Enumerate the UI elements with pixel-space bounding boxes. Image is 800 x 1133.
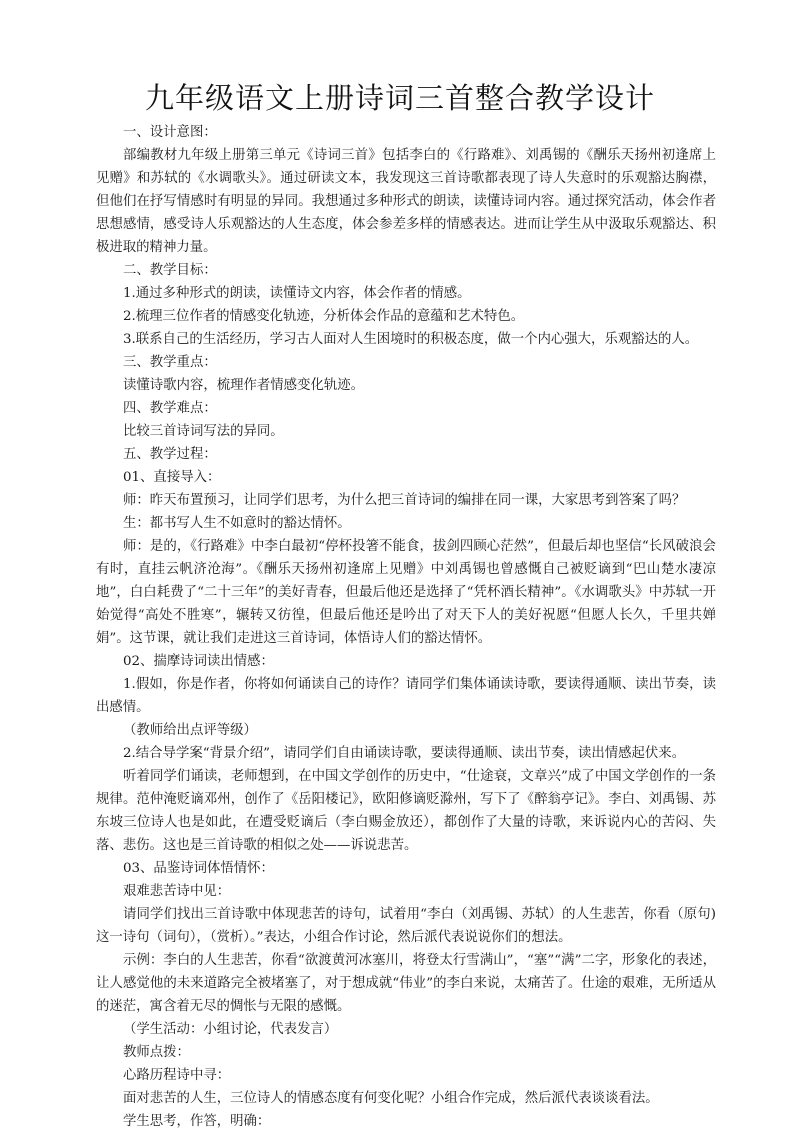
paragraph: 心路历程诗中寻： xyxy=(123,1068,231,1083)
paragraph: 部编教材九年级上册第三单元《诗词三首》包括李白的《行路难》、刘禹锡的《酬乐天扬州初逢席上见赠》和苏轼的《水调歌头》。通过研读文本，我发现这三首诗歌都表现了诗人失意时的乐观豁达胸襟，但他们在抒写情感时有明显的异同。我想通过多种形式的朗读，读懂诗词内容。通过探究活动，体会作者思想感情，感受诗人乐观豁达的人生态度，体会参差多样的情感表达。进而让学生从中汲取乐观豁达、积极进取的精神力量。 xyxy=(96,148,716,255)
paragraph: 生：都书写人生不如意时的豁达情怀。 xyxy=(123,516,351,531)
document-title: 九年级语文上册诗词三首整合教学设计 xyxy=(144,81,655,115)
paragraph: 1.通过多种形式的朗读，读懂诗文内容，体会作者的情感。 xyxy=(123,286,471,301)
paragraph: 师：昨天布置预习，让同学们思考，为什么把三首诗词的编排在同一课，大家思考到答案了吗？ xyxy=(123,493,686,508)
paragraph: 师：是的，《行路难》中李白最初“停杯投箸不能食，拔剑四顾心茫然”，但最后却也坚信“长风破浪会有时，直挂云帆济沧海”。《酬乐天扬州初逢席上见赠》中刘禹锡也曾感慨自己被贬谪到“巴山楚水凄凉地”，白白耗费了“二十三年”的美好青春，但最后他还是选择了“凭杯酒长精神”。《水调歌头》中苏轼一开始觉得“高处不胜寒”，辗转又彷徨，但最后他还是吟出了对天下人的美好祝愿“但愿人长久，千里共婵娟”。这节课，就让我们走进这三首诗词，体悟诗人们的豁达情怀。 xyxy=(96,539,716,646)
paragraph: 请同学们找出三首诗歌中体现悲苦的诗句，试着用“李白（刘禹锡、苏轼）的人生悲苦，你看（原句)这一诗句（词句），（赏析）。”表达，小组合作讨论，然后派代表说说你们的想法。 xyxy=(96,907,716,945)
paragraph: 01、直接导入： xyxy=(123,470,221,485)
paragraph: 艰难悲苦诗中见： xyxy=(123,884,231,899)
paragraph: 02、揣摩诗词读出情感： xyxy=(123,654,274,669)
paragraph: 3.联系自己的生活经历，学习古人面对人生困境时的积极态度，做一个内心强大，乐观豁达的人。 xyxy=(123,332,699,347)
paragraph: 二、教学目标： xyxy=(123,263,217,278)
paragraph: 一、设计意图： xyxy=(123,125,217,140)
paragraph: 03、品鉴诗词体悟情怀： xyxy=(123,861,274,876)
paragraph: 1.假如，你是作者，你将如何诵读自己的诗作？请同学们集体诵读诗歌，要读得通顺、读出节奏，读出感情。 xyxy=(96,677,716,715)
paragraph: 示例：李白的人生悲苦，你看“欲渡黄河冰塞川，将登太行雪满山”，“塞”“满”二字，形象化的表述，让人感觉他的未来道路完全被堵塞了，对于想成就“伟业”的李白来说，太痛苦了。仕途的艰难，无所适从的迷茫，寓含着无尽的惆怅与无限的感慨。 xyxy=(96,953,716,1014)
paragraph: 面对悲苦的人生，三位诗人的情感态度有何变化呢？小组合作完成，然后派代表谈谈看法。 xyxy=(123,1091,659,1106)
paragraph: 读懂诗歌内容，梳理作者情感变化轨迹。 xyxy=(123,378,365,393)
paragraph: 三、教学重点： xyxy=(123,355,217,370)
paragraph: （教师给出点评等级） xyxy=(123,723,257,738)
paragraph: 听着同学们诵读，老师想到，在中国文学创作的历史中，“仕途衰，文章兴”成了中国文学创作的一条规律。范仲淹贬谪邓州，创作了《岳阳楼记》，欧阳修谪贬滁州，写下了《醉翁亭记》。李白、刘禹锡、苏东坡三位诗人也是如此，在遭受贬谪后（李白赐金放还），都创作了大量的诗歌，来诉说内心的苦闷、失落、悲伤。这也是三首诗歌的相似之处——诉说悲苦。 xyxy=(96,769,716,853)
document-body xyxy=(96,121,716,1133)
paragraph: （学生活动：小组讨论，代表发言） xyxy=(123,1022,338,1037)
paragraph: 四、教学难点： xyxy=(123,401,217,416)
paragraph: 比较三首诗词写法的异同。 xyxy=(123,424,284,439)
paragraph: 学生思考，作答，明确： xyxy=(123,1114,271,1129)
paragraph: 五、教学过程： xyxy=(123,447,217,462)
paragraph: 2.梳理三位作者的情感变化轨迹，分析体会作品的意蕴和艺术特色。 xyxy=(123,309,525,324)
paragraph: 教师点拨： xyxy=(123,1045,190,1060)
paragraph: 2.结合导学案“背景介绍”，请同学们自由诵读诗歌，要读得通顺、读出节奏，读出情感起伏来。 xyxy=(123,746,686,761)
